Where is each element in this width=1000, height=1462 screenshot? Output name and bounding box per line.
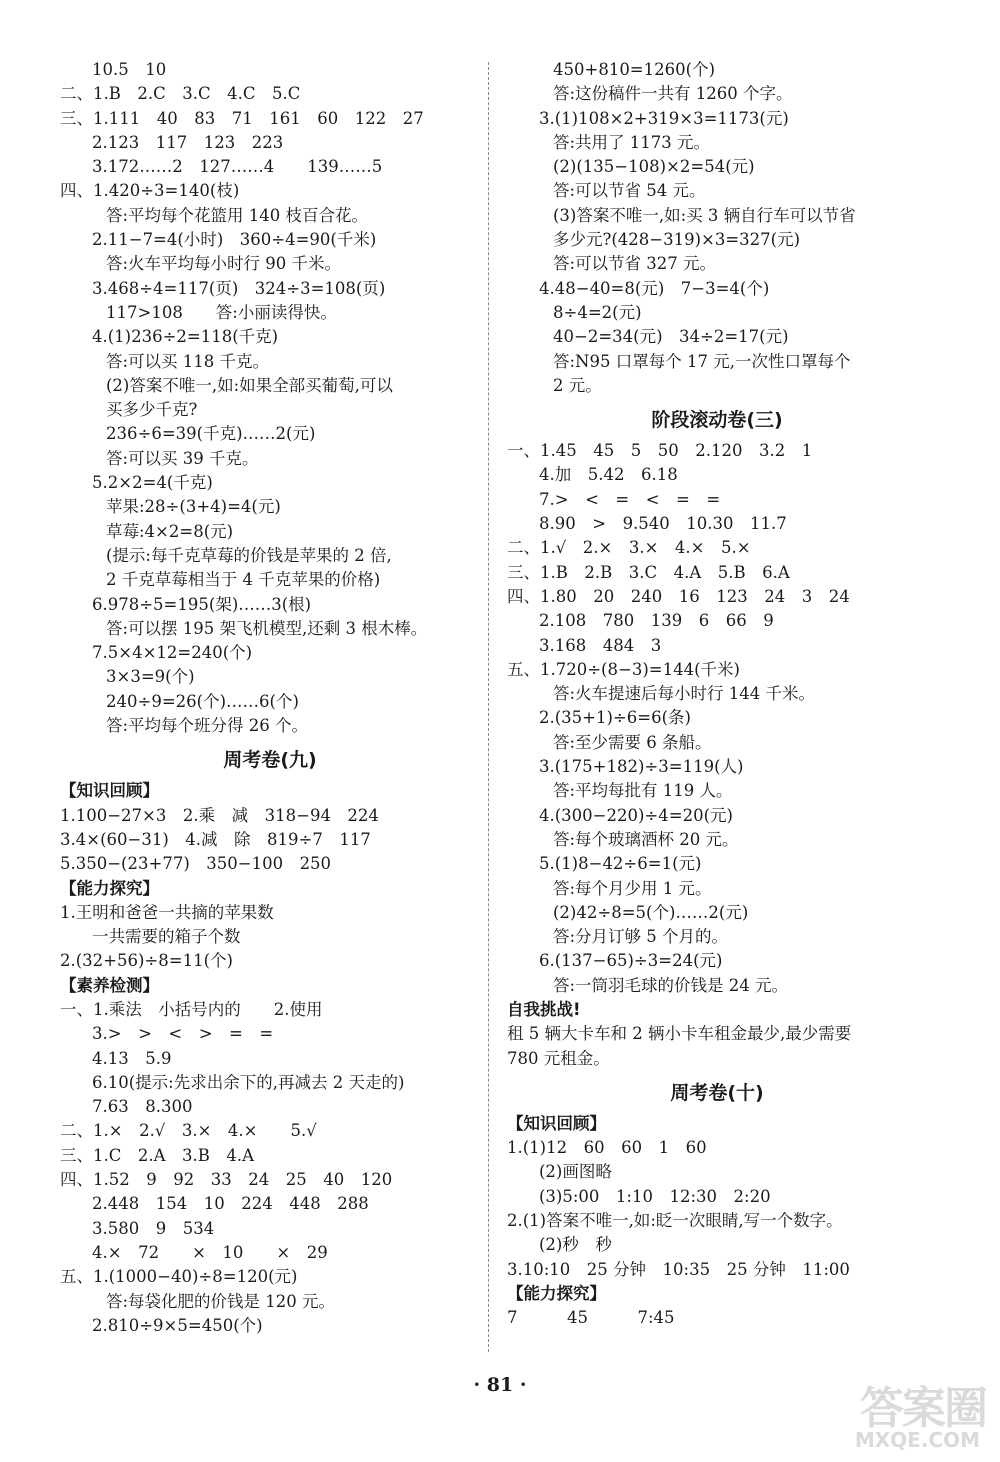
answer-line: 五、1.(1000−40)÷8=120(元) (60, 1267, 298, 1287)
answer-line: 2.810÷9×5=450(个) (92, 1315, 263, 1335)
answer-line: 一、1.乘法 小括号内的 2.使用 (60, 999, 323, 1019)
answer-line: 三、1.B 2.B 3.C 4.A 5.B 6.A (507, 562, 790, 582)
answer-line: (2)(135−108)×2=54(元) (553, 157, 755, 177)
answer-line: 3.580 9 534 (92, 1218, 215, 1238)
answer-line: 450+810=1260(个) (553, 60, 716, 79)
answer-line: 780 元租金。 (507, 1048, 610, 1068)
answer-line: 3.4×(60−31) 4.减 除 819÷7 117 (60, 829, 371, 849)
answer-line: 答:可以节省 327 元。 (553, 254, 717, 274)
answer-line: 1.王明和爸爸一共摘的苹果数 (60, 902, 274, 922)
answer-line: (2)画图略 (539, 1162, 612, 1182)
right-column (507, 58, 927, 1331)
answer-line: 一共需要的箱子个数 (92, 927, 241, 947)
subsection-heading: 【能力探究】 (60, 878, 159, 898)
answer-line: 6.10(提示:先求出余下的,再减去 2 天走的) (92, 1072, 405, 1092)
answer-line: 答:这份稿件一共有 1260 个字。 (553, 84, 793, 104)
answer-line: 答:每个月少用 1 元。 (553, 878, 712, 898)
answer-line: 买多少千克? (106, 400, 198, 420)
answer-line: 4.(300−220)÷4=20(元) (539, 805, 733, 825)
answer-line: 6.978÷5=195(架)……3(根) (92, 594, 312, 614)
answer-line: 2.448 154 10 224 448 288 (92, 1194, 369, 1214)
answer-line: 苹果:28÷(3+4)=4(元) (106, 497, 281, 517)
answer-line: 五、1.720÷(8−3)=144(千米) (507, 659, 740, 679)
answer-line: 4.(1)236÷2=118(千克) (92, 327, 279, 347)
answer-line: 4.× 72 × 10 × 29 (92, 1242, 328, 1262)
answer-line: 一、1.45 45 5 50 2.120 3.2 1 (507, 441, 813, 461)
answer-line: 10.5 10 (92, 60, 167, 79)
answer-line: 草莓:4×2=8(元) (106, 521, 234, 541)
subsection-heading: 【知识回顾】 (507, 1113, 606, 1133)
answer-line: 四、1.52 9 92 33 24 25 40 120 (60, 1170, 393, 1190)
answer-line: 2.(1)答案不唯一,如:眨一次眼睛,写一个数字。 (507, 1211, 843, 1231)
answer-line: 答:分月订够 5 个月的。 (553, 927, 729, 947)
answer-line: 4.加 5.42 6.18 (539, 465, 678, 485)
answer-line: 2 千克草莓相当于 4 千克苹果的价格) (106, 570, 381, 590)
answer-line: (3)答案不唯一,如:买 3 辆自行车可以节省 (553, 205, 856, 225)
watermark-text: 答案圈 (860, 1383, 986, 1434)
answer-line: 三、1.C 2.A 3.B 4.A (60, 1145, 255, 1165)
answer-line: 7.5×4×12=240(个) (92, 643, 253, 663)
answer-line: 3.172……2 127……4 139……5 (92, 157, 383, 177)
answer-line: 答:火车提速后每小时行 144 千米。 (553, 684, 816, 704)
answer-line: 7 45 7:45 (507, 1308, 675, 1328)
answer-line: 4.13 5.9 (92, 1048, 172, 1068)
answer-line: 3.(175+182)÷3=119(人) (539, 757, 744, 777)
answer-line: 4.48−40=8(元) 7−3=4(个) (539, 278, 770, 298)
answer-line: 3.> > < > = = (92, 1024, 274, 1044)
answer-line: 2.(35+1)÷6=6(条) (539, 708, 691, 728)
answer-line: 答:平均每批有 119 人。 (553, 781, 733, 801)
subsection-heading: 【知识回顾】 (60, 781, 159, 801)
answer-line: 二、1.√ 2.× 3.× 4.× 5.× (507, 538, 751, 558)
answer-line: 答:平均每个花篮用 140 枝百合花。 (106, 205, 369, 225)
answer-line: (提示:每千克草莓的价钱是苹果的 2 倍, (106, 545, 392, 565)
answer-line: 答:N95 口罩每个 17 元,一次性口罩每个 (553, 351, 851, 371)
answer-line: 答:每个玻璃酒杯 20 元。 (553, 829, 739, 849)
watermark-logo (816, 1372, 986, 1452)
column-divider (488, 62, 489, 1352)
subsection-heading: 自我挑战! (507, 999, 581, 1019)
answer-line: 117>108 答:小丽读得快。 (106, 302, 337, 322)
answer-line: 7.> < = < = = (539, 489, 721, 509)
answer-line: 5.2×2=4(千克) (92, 473, 213, 493)
answer-line: 答:每袋化肥的价钱是 120 元。 (106, 1291, 336, 1311)
answer-line: 二、1.B 2.C 3.C 4.C 5.C (60, 84, 301, 104)
answer-line: 答:共用了 1173 元。 (553, 132, 711, 152)
left-column (60, 58, 480, 1338)
answer-line: 答:可以摆 195 架飞机模型,还剩 3 根木棒。 (106, 618, 428, 638)
answer-line: 3.468÷4=117(页) 324÷3=108(页) (92, 278, 386, 298)
answer-line: 6.(137−65)÷3=24(元) (539, 951, 723, 971)
section-title: 阶段滚动卷(三) (651, 409, 783, 432)
answer-line: 四、1.420÷3=140(枝) (60, 181, 240, 201)
answer-line: 租 5 辆大卡车和 2 辆小卡车租金最少,最少需要 (507, 1024, 852, 1044)
answer-line: 2.(32+56)÷8=11(个) (60, 951, 233, 971)
answer-line: 5.(1)8−42÷6=1(元) (539, 854, 702, 874)
answer-line: 三、1.111 40 83 71 161 60 122 27 (60, 108, 424, 128)
answer-line: (2)秒 秒 (539, 1235, 612, 1255)
answer-line: 多少元?(428−319)×3=327(元) (553, 230, 801, 250)
answer-line: 2.108 780 139 6 66 9 (539, 611, 774, 631)
answer-line: 1.100−27×3 2.乘 减 318−94 224 (60, 805, 379, 825)
answer-line: 2.123 117 123 223 (92, 132, 284, 152)
answer-line: 答:可以节省 54 元。 (553, 181, 706, 201)
answer-line: (3)5:00 1:10 12:30 2:20 (539, 1186, 771, 1206)
answer-line: 答:可以买 39 千克。 (106, 448, 259, 468)
answer-line: 答:一筒羽毛球的价钱是 24 元。 (553, 975, 789, 995)
watermark-url: MXQE.COM (854, 1428, 980, 1452)
answer-line: (2)答案不唯一,如:如果全部买葡萄,可以 (106, 375, 393, 395)
section-title: 周考卷(十) (670, 1081, 764, 1104)
answer-line: 2.11−7=4(小时) 360÷4=90(千米) (92, 230, 377, 250)
answer-line: 3.168 484 3 (539, 635, 662, 655)
answer-line: 3.(1)108×2+319×3=1173(元) (539, 108, 789, 128)
answer-line: 答:可以买 118 千克。 (106, 351, 270, 371)
answer-line: 8÷4=2(元) (553, 302, 642, 322)
answer-line: 答:平均每个班分得 26 个。 (106, 716, 309, 736)
answer-line: 40−2=34(元) 34÷2=17(元) (553, 327, 789, 347)
answer-line: 8.90 > 9.540 10.30 11.7 (539, 514, 787, 534)
answer-line: 答:至少需要 6 条船。 (553, 732, 712, 752)
answer-line: 5.350−(23+77) 350−100 250 (60, 854, 332, 874)
answer-line: (2)42÷8=5(个)……2(元) (553, 902, 749, 922)
subsection-heading: 【素养检测】 (60, 975, 159, 995)
answer-line: 240÷9=26(个)……6(个) (106, 691, 299, 711)
answer-line: 答:火车平均每小时行 90 千米。 (106, 254, 342, 274)
answer-line: 236÷6=39(千克)……2(元) (106, 424, 316, 444)
answer-line: 2 元。 (553, 375, 602, 395)
answer-line: 7.63 8.300 (92, 1097, 193, 1117)
answer-line: 二、1.× 2.√ 3.× 4.× 5.√ (60, 1121, 317, 1141)
answer-line: 1.(1)12 60 60 1 60 (507, 1138, 707, 1158)
answer-line: 四、1.80 20 240 16 123 24 3 24 (507, 586, 850, 606)
subsection-heading: 【能力探究】 (507, 1283, 606, 1303)
section-title: 周考卷(九) (223, 749, 317, 772)
answer-line: 3×3=9(个) (106, 667, 195, 687)
answer-line: 3.10:10 25 分钟 10:35 25 分钟 11:00 (507, 1259, 850, 1279)
page-number: · 81 · (473, 1374, 527, 1396)
